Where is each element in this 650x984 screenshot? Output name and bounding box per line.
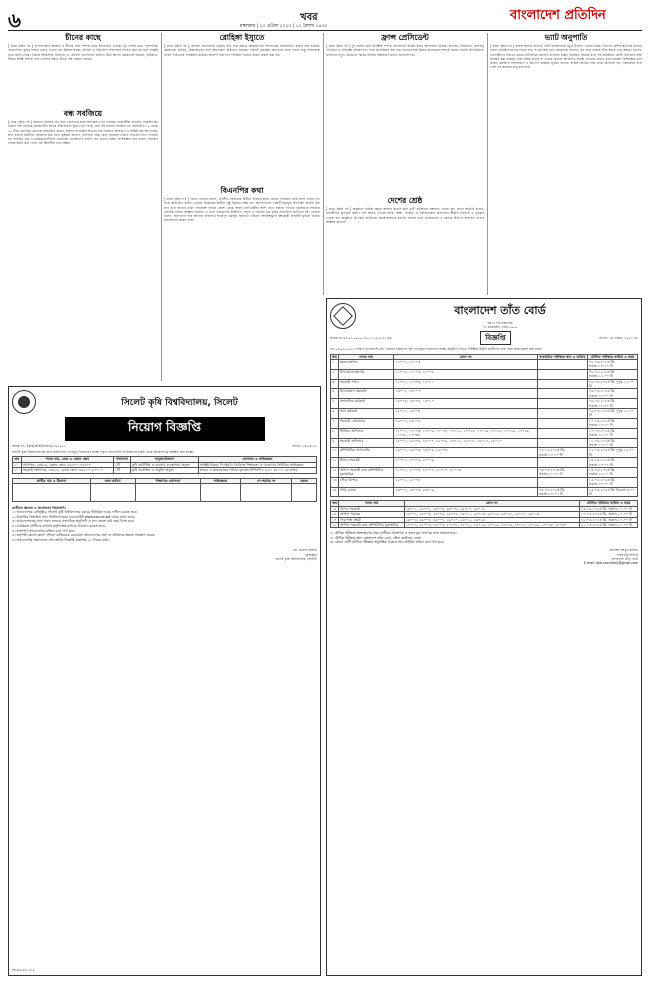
table-header: ব্যবহারিক পরীক্ষার স্থান ও তারিখ xyxy=(537,354,587,359)
table-cell xyxy=(240,484,292,502)
table-cell: ২৬০০২, ২৬০০৪, ২৬০০৭, ২৬০১০, ২৬০১২, ২৬০১৫ xyxy=(404,517,579,522)
table-cell: ১৯০০১, ১৯০০৩, ১৯০০৫, ১৯০০৮ xyxy=(394,448,538,458)
sign-name: মো. বদরুল ইসলাম xyxy=(292,548,317,553)
ad-sub2: ৭৩ কাকরাইল, ঢাকা-১০০০ xyxy=(482,325,518,330)
condition-item: ২। বিজ্ঞপ্তির বিস্তারিত তথ্য বিশ্ববিদ্যালয়ের ওয়েবসাইট www.sau.ac.bd থেকে জানা যাবে। xyxy=(12,514,136,519)
table-row xyxy=(331,428,638,438)
table-cell: ১৩ xyxy=(331,477,339,487)
table-cell: ১৫.০৫.২০২৩ খ্রি. সকাল-১০.০০ টা xyxy=(587,477,637,487)
handloom-board-ad xyxy=(326,298,642,976)
table-cell: ১টি xyxy=(113,468,130,473)
table-cell: সহকারী অফিসার xyxy=(338,438,393,448)
table-cell: ৬ xyxy=(331,409,339,419)
university-logo-icon xyxy=(12,390,36,414)
table-cell: মহাব্যবস্থাপক xyxy=(338,360,393,370)
column-rule xyxy=(487,33,488,295)
ad-notes xyxy=(330,531,638,544)
table-header: পদসংখ্যা xyxy=(113,457,130,462)
condition-item: ১। আবেদনপত্র রেজিস্ট্রার, সিলেট কৃষি বিশ্ববিদ্যালয় বরাবর নির্ধারিত ফরমে দাখিল করতে হবে। xyxy=(12,510,138,515)
table-cell: ২১০০১, ২১০০৪, ২১০০৭, ২১০১০, ২১০১৩ xyxy=(394,467,538,477)
table-cell: ১৫০০১, ১৫০০৪ xyxy=(394,409,538,419)
table-header: রোল নং xyxy=(404,501,579,506)
table-cell: ২৫০০১, ২৫০০৩, ২৫০০৬, ২৫০০৯, ২৫০১১, ২৫০১৩, ২৫০১৬, ২৫০১৮, ২৫০২০, ২৫০২৩ xyxy=(404,512,579,517)
sign-name: মোহাম্মদ আবুল কালাম xyxy=(609,548,638,553)
table-cell: সিনিয়র অফিসার xyxy=(338,428,393,438)
results-table-2 xyxy=(330,500,638,528)
table-cell: ১। xyxy=(13,462,22,467)
table-cell: ৩ xyxy=(331,379,339,389)
table-cell xyxy=(537,409,587,419)
table-cell xyxy=(537,369,587,379)
sign-title: সচিব (উপসচিব) xyxy=(616,552,638,557)
table-row xyxy=(331,369,638,379)
table-cell: গাড়ি চালক xyxy=(338,487,393,497)
table-cell: ১৪০০৩, ১৪০০৮, ১৪০১০ xyxy=(394,399,538,409)
page-number: ৬ xyxy=(8,8,22,32)
conditions-list xyxy=(12,510,317,542)
table-cell: ২২০০২, ২২০০৫ xyxy=(394,477,538,487)
table-cell: সহকারী অধ্যাপক, গ্রেড-৬, বেতন স্কেল: ৩৫৫০০-৬৭০১০ xyxy=(21,468,113,473)
table-cell xyxy=(537,399,587,409)
table-header: যোগ্যতা ও অভিজ্ঞতা xyxy=(198,457,316,462)
table-row xyxy=(331,477,638,487)
table-cell: স্টোর কিপার xyxy=(338,477,393,487)
article-2-body: [ প্রথম পৃষ্ঠার পর ] বাজারে সবজির দাম নিয়ে ক্রেতাদের মধ্যে অসন্তোষ দেখা দিয়েছে। ব্যবসায়ীরা বলছেন, সরবরাহ কম থাকায় দাম বেড়েছে। রাজধানীর বিভিন্ন কাঁচাবাজার ঘুরে দেখা গেছে, প্রায় সব ধরনের সবজির দাম কেজিপ্রতি ১০ থেকে ২০ টাকা বেড়েছে। ক্রেতারা অভিযোগ করেন, বাজার তদারকির অভাবে দাম নিয়ন্ত্রণে আসছে না। সংশ্লিষ্ট কর্তৃপক্ষ বলছে, দ্রুত বাজার মনিটরিং জোরদার করা হবে। কৃষকরা জানান, উৎপাদন খরচ বেড়ে যাওয়ায় তারাও লাভবান হতে পারছেন না। পরিবহন ব্যয় ও মধ্যস্বত্বভোগীদের দৌরাত্ম্যে ভোক্তাদের বাড়তি দাম গুনতে হচ্ছে। বিশেষজ্ঞরা মনে করেন, সরবরাহ ব্যবস্থা উন্নত করা গেলে দাম স্থিতিশীল রাখা সম্ভব। xyxy=(8,120,158,146)
results-table xyxy=(330,354,638,498)
table-row xyxy=(331,523,638,528)
ad-sub1: বস্ত্র ও পাট মন্ত্রণালয় xyxy=(487,321,513,325)
ad-intro: সিলেট কৃষি বিশ্ববিদ্যালয়ের জন্য নিম্নলিখিত পদসমূহে নিয়োগের লক্ষ্যে প্রকৃত বাংলাদেশি নাগরিকদের নিকট থেকে আবেদনপত্র আহ্বান করা যাচ্ছে: xyxy=(12,450,195,455)
table-cell: অফিস সহায়ক xyxy=(339,512,404,517)
table-cell: ২ xyxy=(331,369,339,379)
table-row xyxy=(331,438,638,448)
table-header: শিক্ষাগত যোগ্যতা xyxy=(135,478,201,483)
table-header: পদের নাম xyxy=(338,354,393,359)
ad-signature xyxy=(330,548,638,565)
condition-item: ৭। আবেদনপত্র জমাদানের শেষ তারিখ বিজ্ঞপ্তি প্রকাশের ২১ দিনের মধ্যে। xyxy=(12,537,110,542)
table-cell: প্রশাসনিক কর্মকর্তা xyxy=(338,399,393,409)
article-5-title: ফ্রান্স প্রেসিডেন্ট xyxy=(381,33,429,42)
condition-item: ৪। চাকরিরত প্রার্থীদের যথাযথ কর্তৃপক্ষের মাধ্যমে আবেদন করতে হবে। xyxy=(12,524,106,529)
table-cell: ০৮.০৫.২০২৩ খ্রি. সকাল-১১.০০ টা xyxy=(587,369,637,379)
table-cell: ৪ xyxy=(331,389,339,399)
table-header: রোল নং xyxy=(394,354,538,359)
article-6-title: ভ্যাট অনুপাতি xyxy=(544,33,588,42)
ad-org: সিলেট কৃষি বিশ্ববিদ্যালয়, সিলেট xyxy=(121,397,238,408)
table-row xyxy=(331,448,638,458)
table-cell: ১১০০৪, ১১০০৫, ১১০০৯ xyxy=(394,369,538,379)
table-cell: ৫ xyxy=(331,399,339,409)
table-header: ক্রম xyxy=(332,354,337,359)
table-header: অভিজ্ঞতা xyxy=(201,478,241,483)
table-header: পদের নাম xyxy=(339,501,404,506)
table-cell: ১২০০১, ১২০০৬, ১২০১১ xyxy=(394,379,538,389)
table-cell: ১৪ xyxy=(331,487,339,497)
logo-icon xyxy=(330,303,356,329)
article-3-body: [ প্রথম পৃষ্ঠার পর ] রোহিঙ্গা প্রত্যাবাসন প্রক্রিয়া দ্রুত শুরু করতে আন্তর্জাতিক সম্প্রদায়ের সহযোগিতা কামনা করা হয়েছে। কর্মকর্তারা জানান, মিয়ানমারের সঙ্গে আলোচনা অব্যাহত রয়েছে। পাইলট প্রকল্পের আওতায় প্রথম দফায় কিছু পরিবারকে ফেরত পাঠানোর পরিকল্পনা রয়েছে। ক্যাম্পে নিরাপত্তা পরিস্থিতি নিয়েও উদ্বেগ প্রকাশ করা হয়। xyxy=(164,44,320,57)
table-row xyxy=(331,487,638,497)
table-cell: ০৯.০৫.২০২৩ খ্রি. দুপুর-১২.০০ টা xyxy=(587,409,637,419)
table-row xyxy=(13,462,317,467)
table-row xyxy=(331,360,638,370)
table-cell: ২৭০০১, ২৭০০৩, ২৭০০৫, ২৭০০৮, ২৭০১১, ২৭০১৪, ২৭০১৬, ২৭০১৯, ২৭০২২, ২৭০২৫, ২৭০২৮, ২৭০৩০ xyxy=(404,523,579,528)
table-cell: হিসাব সহকারী xyxy=(338,458,393,468)
table-cell: অফিস সহকারী কাম কম্পিউটার মুদ্রাক্ষরিক xyxy=(338,467,393,477)
table-cell xyxy=(537,428,587,438)
ad-memo-date: তারিখ: ২৪-০৪-২৩ xyxy=(292,444,317,448)
application-form-table xyxy=(12,478,317,502)
table-cell xyxy=(201,484,241,502)
table-cell xyxy=(13,484,91,502)
table-cell xyxy=(537,379,587,389)
table-cell: ০৪.০৫.২০২৩ খ্রি. সকাল-১০.০০ টা xyxy=(537,487,587,497)
table-cell: তথ্য কর্মকর্তা xyxy=(338,409,393,419)
table-cell xyxy=(537,418,587,428)
article-7-title: দেশের শ্রেষ্ঠ xyxy=(387,196,423,205)
table-cell: ১ xyxy=(331,360,339,370)
date-line: মঙ্গলবার | ২৫ এপ্রিল ২০২৩ | ১২ বৈশাখ ১৪৩০ xyxy=(240,24,328,29)
table-header: অনুষদ/বিভাগ xyxy=(130,457,198,462)
table-row xyxy=(331,379,638,389)
table-cell xyxy=(135,484,201,502)
table-row xyxy=(331,418,638,428)
ad-code: জি-৪৬১/২৩ (১৫ xyxy=(12,967,35,972)
table-row xyxy=(331,467,638,477)
article-4-body: [ প্রথম পৃষ্ঠার পর ] দলের নেতারা বলেন, নির্দলীয় সরকারের অধীনে নির্বাচন ছাড়া কোনো নির্বাচনে তারা অংশ নেবেন না। তারা অভিযোগ করেন, বর্তমান সরকারের অধীনে সুষ্ঠু নির্বাচন সম্ভব নয়। আন্দোলনের পরবর্তী কর্মসূচি শিগগিরই ঘোষণা করা হবে বলে জানান তারা। সমাবেশে বিভিন্ন জেলা থেকে আসা নেতা-কর্মীরা অংশ নেন। বক্তারা গণতন্ত্র পুনরুদ্ধারে সবাইকে ঐক্যবদ্ধ থাকার আহ্বান জানান। এ ছাড়া দ্রব্যমূল্যের ঊর্ধ্বগতি, বিদ্যুৎ ও গ্যাসের দাম বৃদ্ধির প্রতিবাদও জানানো হয়। নেতারা বলেন, জনগণের দাবি আদায়ে রাজপথে শান্তিপূর্ণ কর্মসূচি অব্যাহত থাকবে। আইনশৃঙ্খলা রক্ষাকারী বাহিনীর ভূমিকা নিয়েও সমালোচনা করেন তারা। xyxy=(164,197,320,223)
sign-title: রেজিস্ট্রার xyxy=(305,552,317,557)
table-cell xyxy=(537,360,587,370)
note-item: ২। মৌখিক পরীক্ষার স্থান: বাংলাদেশ তাঁত বোর্ড, প্রধান কার্যালয়, ঢাকা। xyxy=(330,535,422,540)
sign-email: E-mail: bhb.secretary@gmail.com xyxy=(584,560,638,565)
table-cell: ৭ xyxy=(331,418,339,428)
table-cell: ১০০০১, ১০০০৩ xyxy=(394,360,538,370)
table-cell: সংশ্লিষ্ট বিষয়ে পিএইচডি ডিগ্রিসহ শিক্ষকতা ও গবেষণায় নির্ধারিত অভিজ্ঞতা xyxy=(198,462,316,467)
article-4-title: বিএনপির কথা xyxy=(220,186,264,195)
table-cell: ১৬০০২, ১৬০০৫ xyxy=(394,418,538,428)
table-cell: ৮ xyxy=(331,428,339,438)
ad-signature xyxy=(12,548,317,561)
table-cell: ২০০০২, ২০০০৬, ২০০০৯ xyxy=(394,458,538,468)
table-header: মৌখিক পরীক্ষার তারিখ ও সময় xyxy=(579,501,637,506)
table-cell: ১১ xyxy=(331,458,339,468)
table-cell xyxy=(537,438,587,448)
column-rule xyxy=(161,33,162,381)
ad-title: নিয়োগ বিজ্ঞপ্তি xyxy=(65,417,265,441)
condition-item: ৫। অসম্পূর্ণ আবেদনপত্র বাতিল বলে গণ্য হবে। xyxy=(12,528,76,533)
article-1-title: চীনের কাছে xyxy=(65,33,101,42)
ad-memo-date: তারিখ: ২৪ এপ্রিল, ২০২৩ খ্রি. xyxy=(598,336,638,341)
table-cell: ১৮০০২, ১৮০০৪, ১৮০০৭, ১৮০০৯, ১৮০১১, ১৮০১৪, ১৮০১৭, ১৮০২০ xyxy=(394,438,538,448)
table-header: পদের নাম, গ্রেড ও বেতন স্কেল xyxy=(21,457,113,462)
sign-org: সিলেট কৃষি বিশ্ববিদ্যালয়, সিলেট। xyxy=(275,556,317,561)
masthead: বাংলাদেশ প্রতিদিন xyxy=(510,8,606,23)
note-item: ৩। কোনো প্রার্থী মৌখিক পরীক্ষায় অনুপস্থিত থাকলে তার প্রার্থিতা বাতিল বলে গণ্য হবে। xyxy=(330,540,444,545)
table-cell: ১১.০৫.২০২৩ খ্রি. সকাল-১০.০০ টা xyxy=(587,438,637,448)
table-cell: ১৬ xyxy=(331,512,339,517)
table-cell: ১১.০৫.২০২৩ খ্রি. দুপুর-১২.০০ টা xyxy=(587,448,637,458)
table-cell: ১৮.০৫.২০২৩ খ্রি. সকাল-১০.০০ টা xyxy=(579,517,637,522)
table-header: জন্ম তারিখ xyxy=(90,478,135,483)
article-2-title: বন্ধ সবজিয়ে xyxy=(63,109,103,118)
table-cell: ২৪০০১, ২৪০০২, ২৪০০৫, ২৪০০৮, ২৪০১০, ২৪০১২ xyxy=(404,506,579,511)
table-cell: ০২.০৫.২০২৩ খ্রি. সকাল-১০.০০ টা xyxy=(537,448,587,458)
table-cell: ০৩.০৫.২০২৩ খ্রি. সকাল-১০.০০ টা xyxy=(537,467,587,477)
positions-table xyxy=(12,456,317,473)
table-cell: ১০ xyxy=(331,448,339,458)
table-cell: কম্পিউটার অপারেটর xyxy=(338,448,393,458)
table-cell: ১২ xyxy=(331,467,339,477)
article-7-body: [ প্রথম পৃষ্ঠার পর ] অনুষ্ঠানে বিভিন্ন ক্ষেত্রে অবদান রাখার জন্য কৃতী ব্যক্তিদের সম্মাননা দেওয়া হয়। প্রধান অতিথি বলেন, মেধাবীদের মূল্যায়ন করলে দেশ আরও এগিয়ে যাবে। শিক্ষা, সংস্কৃতি ও সমাজসেবায় অবদানের স্বীকৃতি হিসেবে এ পুরস্কার দেওয়া হয়। অনুষ্ঠানে উপস্থিত অতিথিরা আয়োজকদের ধন্যবাদ জানান এবং ভবিষ্যতেও এ ধরনের উদ্যোগ অব্যাহত রাখার আহ্বান জানান। xyxy=(326,207,484,224)
table-cell: হিসাব সহকারী xyxy=(339,506,404,511)
table-cell: হিসাবরক্ষণ কর্মকর্তা xyxy=(338,389,393,399)
table-cell: সহকারী সচিব xyxy=(338,379,393,389)
ad-intro: গত ০৯-০৩-২০২৩ তারিখে বাংলাদেশ তাঁত বোর্ডের নিম্নবর্ণিত শূন্য পদসমূহে নিয়োগের লক্ষ্যে অনুষ্ঠিত লিখিত পরীক্ষায় উত্তীর্ণ প্রার্থীদের রোল নম্বর নিম্নে প্রকাশ করা হলো: xyxy=(330,347,543,352)
table-header: মৌখিক পরীক্ষার তারিখ ও সময় xyxy=(587,354,637,359)
conditions-heading: প্রার্থীদের জ্ঞাতব্য ও আবেদনের নিয়মাবলি: xyxy=(12,506,66,511)
table-cell: কৃষি অর্থনীতি ও ব্যবসায় ব্যবস্থাপনা অনুষদ xyxy=(130,462,198,467)
condition-item: ৩। আবেদনপত্রের সঙ্গে সকল সনদের সত্যায়িত অনুলিপি ও সদ্য তোলা ছবি জমা দিতে হবে। xyxy=(12,519,135,524)
section-title: খবর xyxy=(300,12,318,23)
condition-item: ৬। কর্তৃপক্ষ কোনো কারণ দর্শানো ব্যতিরেকে যেকোনো আবেদনপত্র গ্রহণ বা বাতিলের ক্ষমতা সংরক্ষণ করেন। xyxy=(12,533,156,538)
table-cell: ১৭০০১, ১৭০০৩, ১৭০০৬, ১৭০০৮, ১৭০১২, ১৭০১৫, ১৭০১৯, ১৭০২২, ১৭০২৫, ১৭০২৮, ১৭০৩১, ১৭০৩৪ xyxy=(394,428,538,438)
table-row xyxy=(331,458,638,468)
table-header: মন্তব্য xyxy=(292,478,317,483)
ad-header xyxy=(330,302,638,329)
table-cell: স্নাতক ও স্নাতকোত্তর পর্যায়ে ন্যূনতম সিজিপিএ ৩.৫০ (৪.০০ এর মধ্যে) xyxy=(198,468,316,473)
table-cell: ১৬.০৫.২০২৩ খ্রি. সকাল-১০.০০ টা xyxy=(579,506,637,511)
table-cell: ১৮ xyxy=(331,523,339,528)
table-cell: ১৪.০৫.২০২৩ খ্রি. সকাল-১১.০০ টা xyxy=(587,467,637,477)
table-cell: ২৩০০১, ২৩০০৩, ২৩০০৬ xyxy=(394,487,538,497)
table-cell: ১০.০৫.২০২৩ খ্রি. সকাল-১১.০০ টা xyxy=(587,428,637,438)
table-cell: ০৮.০৫.২০২৩ খ্রি. দুপুর-১২.০০ টা xyxy=(587,379,637,389)
table-cell: অফিস সহকারী কাম কম্পিউটার মুদ্রাক্ষরিক xyxy=(339,523,404,528)
table-cell: ২১.০৫.২০২৩ খ্রি. সকাল-১০.০০ টা xyxy=(579,523,637,528)
table-cell: ১৫.০৫.২০২৩ খ্রি. বিকাল-৩.০০ টা xyxy=(587,487,637,497)
header-rule xyxy=(8,30,642,31)
ad-memo-no: স্মারক নং- সকৃবি/রেজি/নিয়োগ/০৫/২০২৩ xyxy=(12,444,66,448)
table-cell: অধ্যাপক, গ্রেড-৩, বেতন স্কেল: ৫৬৫০০-৭৪৪০০ xyxy=(21,462,113,467)
article-5-body: [ প্রথম পৃষ্ঠার পর ] দুই দেশের মধ্যে দ্বিপক্ষীয় সম্পর্ক জোরদারে বিভিন্ন বিষয়ে আলোচনা হয়েছে। বাণিজ্য, বিনিয়োগ, জলবায়ু পরিবর্তন ও প্রতিরক্ষা সহযোগিতা নিয়ে মতবিনিময় করা হয়। বাংলাদেশের উন্নয়ন অগ্রযাত্রার প্রশংসা করেন ফরাসি প্রতিনিধিরা। ভবিষ্যতে নতুন সমঝোতা স্মারক সইয়ের সম্ভাবনার কথাও জানানো হয়। xyxy=(326,44,484,57)
table-cell: ৯ xyxy=(331,438,339,448)
table-cell: সহকারী প্রোগ্রামার xyxy=(338,418,393,428)
table-row xyxy=(331,399,638,409)
table-cell: ১৫ xyxy=(331,506,339,511)
table-cell: ২। xyxy=(13,468,22,473)
sign-org: বাংলাদেশ তাঁত বোর্ড xyxy=(611,556,638,561)
article-3-title: রোহিঙ্গা ইস্যুতে xyxy=(219,33,265,42)
table-cell xyxy=(537,477,587,487)
table-row xyxy=(13,468,317,473)
table-cell: ১৩০০২, ১৩০০৭ xyxy=(394,389,538,399)
table-cell xyxy=(537,458,587,468)
table-header: পে-অর্ডার নং xyxy=(240,478,292,483)
column-rule xyxy=(323,33,324,295)
ad-title: বিজ্ঞপ্তি xyxy=(480,331,510,345)
article-1-body: [ প্রথম পৃষ্ঠার পর ] বাংলাদেশের অবস্থান ও চীনের সঙ্গে সম্পর্ক নিয়ে আলোচনা হয়েছে। দুই দেশের মধ্যে পারস্পরিক সহযোগিতা বৃদ্ধির বিষয়ে গুরুত্ব দেওয়া হয়। উন্নয়ন প্রকল্প, বাণিজ্য ও বিনিয়োগ সম্প্রসারণ নিয়েও কথা হয় বলে সংশ্লিষ্ট সূত্রে জানা গেছে। বৈঠকে আঞ্চলিক নিরাপত্তা ও রোহিঙ্গা প্রত্যাবাসন প্রসঙ্গও উঠে আসে। কর্মকর্তারা জানান, ভবিষ্যতে আরও ঘনিষ্ঠ সম্পর্ক গড়ে তোলার বিষয়ে উভয় পক্ষ একমত হয়েছে। xyxy=(8,44,158,61)
table-cell: কৃষি প্রকৌশল ও প্রযুক্তি অনুষদ xyxy=(130,468,198,473)
table-cell: ১৭ xyxy=(331,517,339,522)
table-cell xyxy=(90,484,135,502)
table-row xyxy=(331,409,638,419)
article-6-body: [ প্রথম পৃষ্ঠার পর ] রাজস্ব আদায় বাড়াতে ভ্যাট ব্যবস্থাপনায় নতুন উদ্যোগ নেওয়া হচ্ছে। ইএফডি মেশিন স্থাপনের মাধ্যমে ব্যবসা প্রতিষ্ঠানগুলোর বিক্রয় তথ্য সংগ্রহ করা হবে। কর্মকর্তারা জানান, এর ফলে রাজস্ব ফাঁকি কমবে এবং স্বচ্ছতা বাড়বে। ব্যবসায়ীদের সচেতন করতে মাঠপর্যায়ে প্রচারণা চালানো হচ্ছে। নির্ধারিত সময়ের মধ্যে সব প্রতিষ্ঠানে মেশিন বসানোর লক্ষ্য নির্ধারণ করা হয়েছে। যারা নিয়ম মানবে না তাদের বিরুদ্ধে আইনগত ব্যবস্থা নেওয়ার কথাও বলা হয়েছে। বিশেষজ্ঞরা মনে করেন, করজাল সম্প্রসারণে এ উদ্যোগ কার্যকর ভূমিকা রাখবে। রাজস্ব বোর্ডের পক্ষ থেকে জানানো হয়, পর্যায়ক্রমে সারা দেশে এই কার্যক্রম চালু করা হবে। xyxy=(490,44,642,70)
note-item: ১। মৌখিক পরীক্ষায় অংশগ্রহণের সময় প্রার্থীকে প্রবেশপত্র ও সকল মূল সনদপত্র সঙ্গে আনতে হবে। xyxy=(330,531,457,536)
table-cell xyxy=(292,484,317,502)
table-cell: ১০.০৫.২০২৩ খ্রি. সকাল-১০.০০ টা xyxy=(587,418,637,428)
table-cell: নিরাপত্তা প্রহরী xyxy=(339,517,404,522)
table-cell: উপ-মহাব্যবস্থাপক xyxy=(338,369,393,379)
table-header: ক্রম xyxy=(332,501,338,506)
table-cell: ১৪.০৫.২০২৩ খ্রি. সকাল-১০.০০ টা xyxy=(587,458,637,468)
ad-org: বাংলাদেশ তাঁত বোর্ড xyxy=(454,304,546,317)
sau-recruitment-ad xyxy=(8,386,321,976)
table-cell: ০৮.০৫.২০২৩ খ্রি. সকাল-১০.০০ টা xyxy=(587,360,637,370)
ad-memo-no: স্মারক নং-২৪.০৫.০০০০.৫৩০.১১.০১৩.২৩-৪৬ xyxy=(330,336,392,341)
table-row xyxy=(331,389,638,399)
table-cell xyxy=(537,389,587,399)
table-cell: ১৭.০৫.২০২৩ খ্রি. সকাল-১০.০০ টা xyxy=(579,512,637,517)
table-header: প্রার্থীর নাম ও ঠিকানা xyxy=(13,478,91,483)
table-header: ক্রম xyxy=(14,457,20,462)
table-cell: ১টি xyxy=(113,462,130,467)
table-cell: ০৯.০৫.২০২৩ খ্রি. সকাল-১১.০০ টা xyxy=(587,399,637,409)
table-cell: ০৯.০৫.২০২৩ খ্রি. সকাল-১০.০০ টা xyxy=(587,389,637,399)
